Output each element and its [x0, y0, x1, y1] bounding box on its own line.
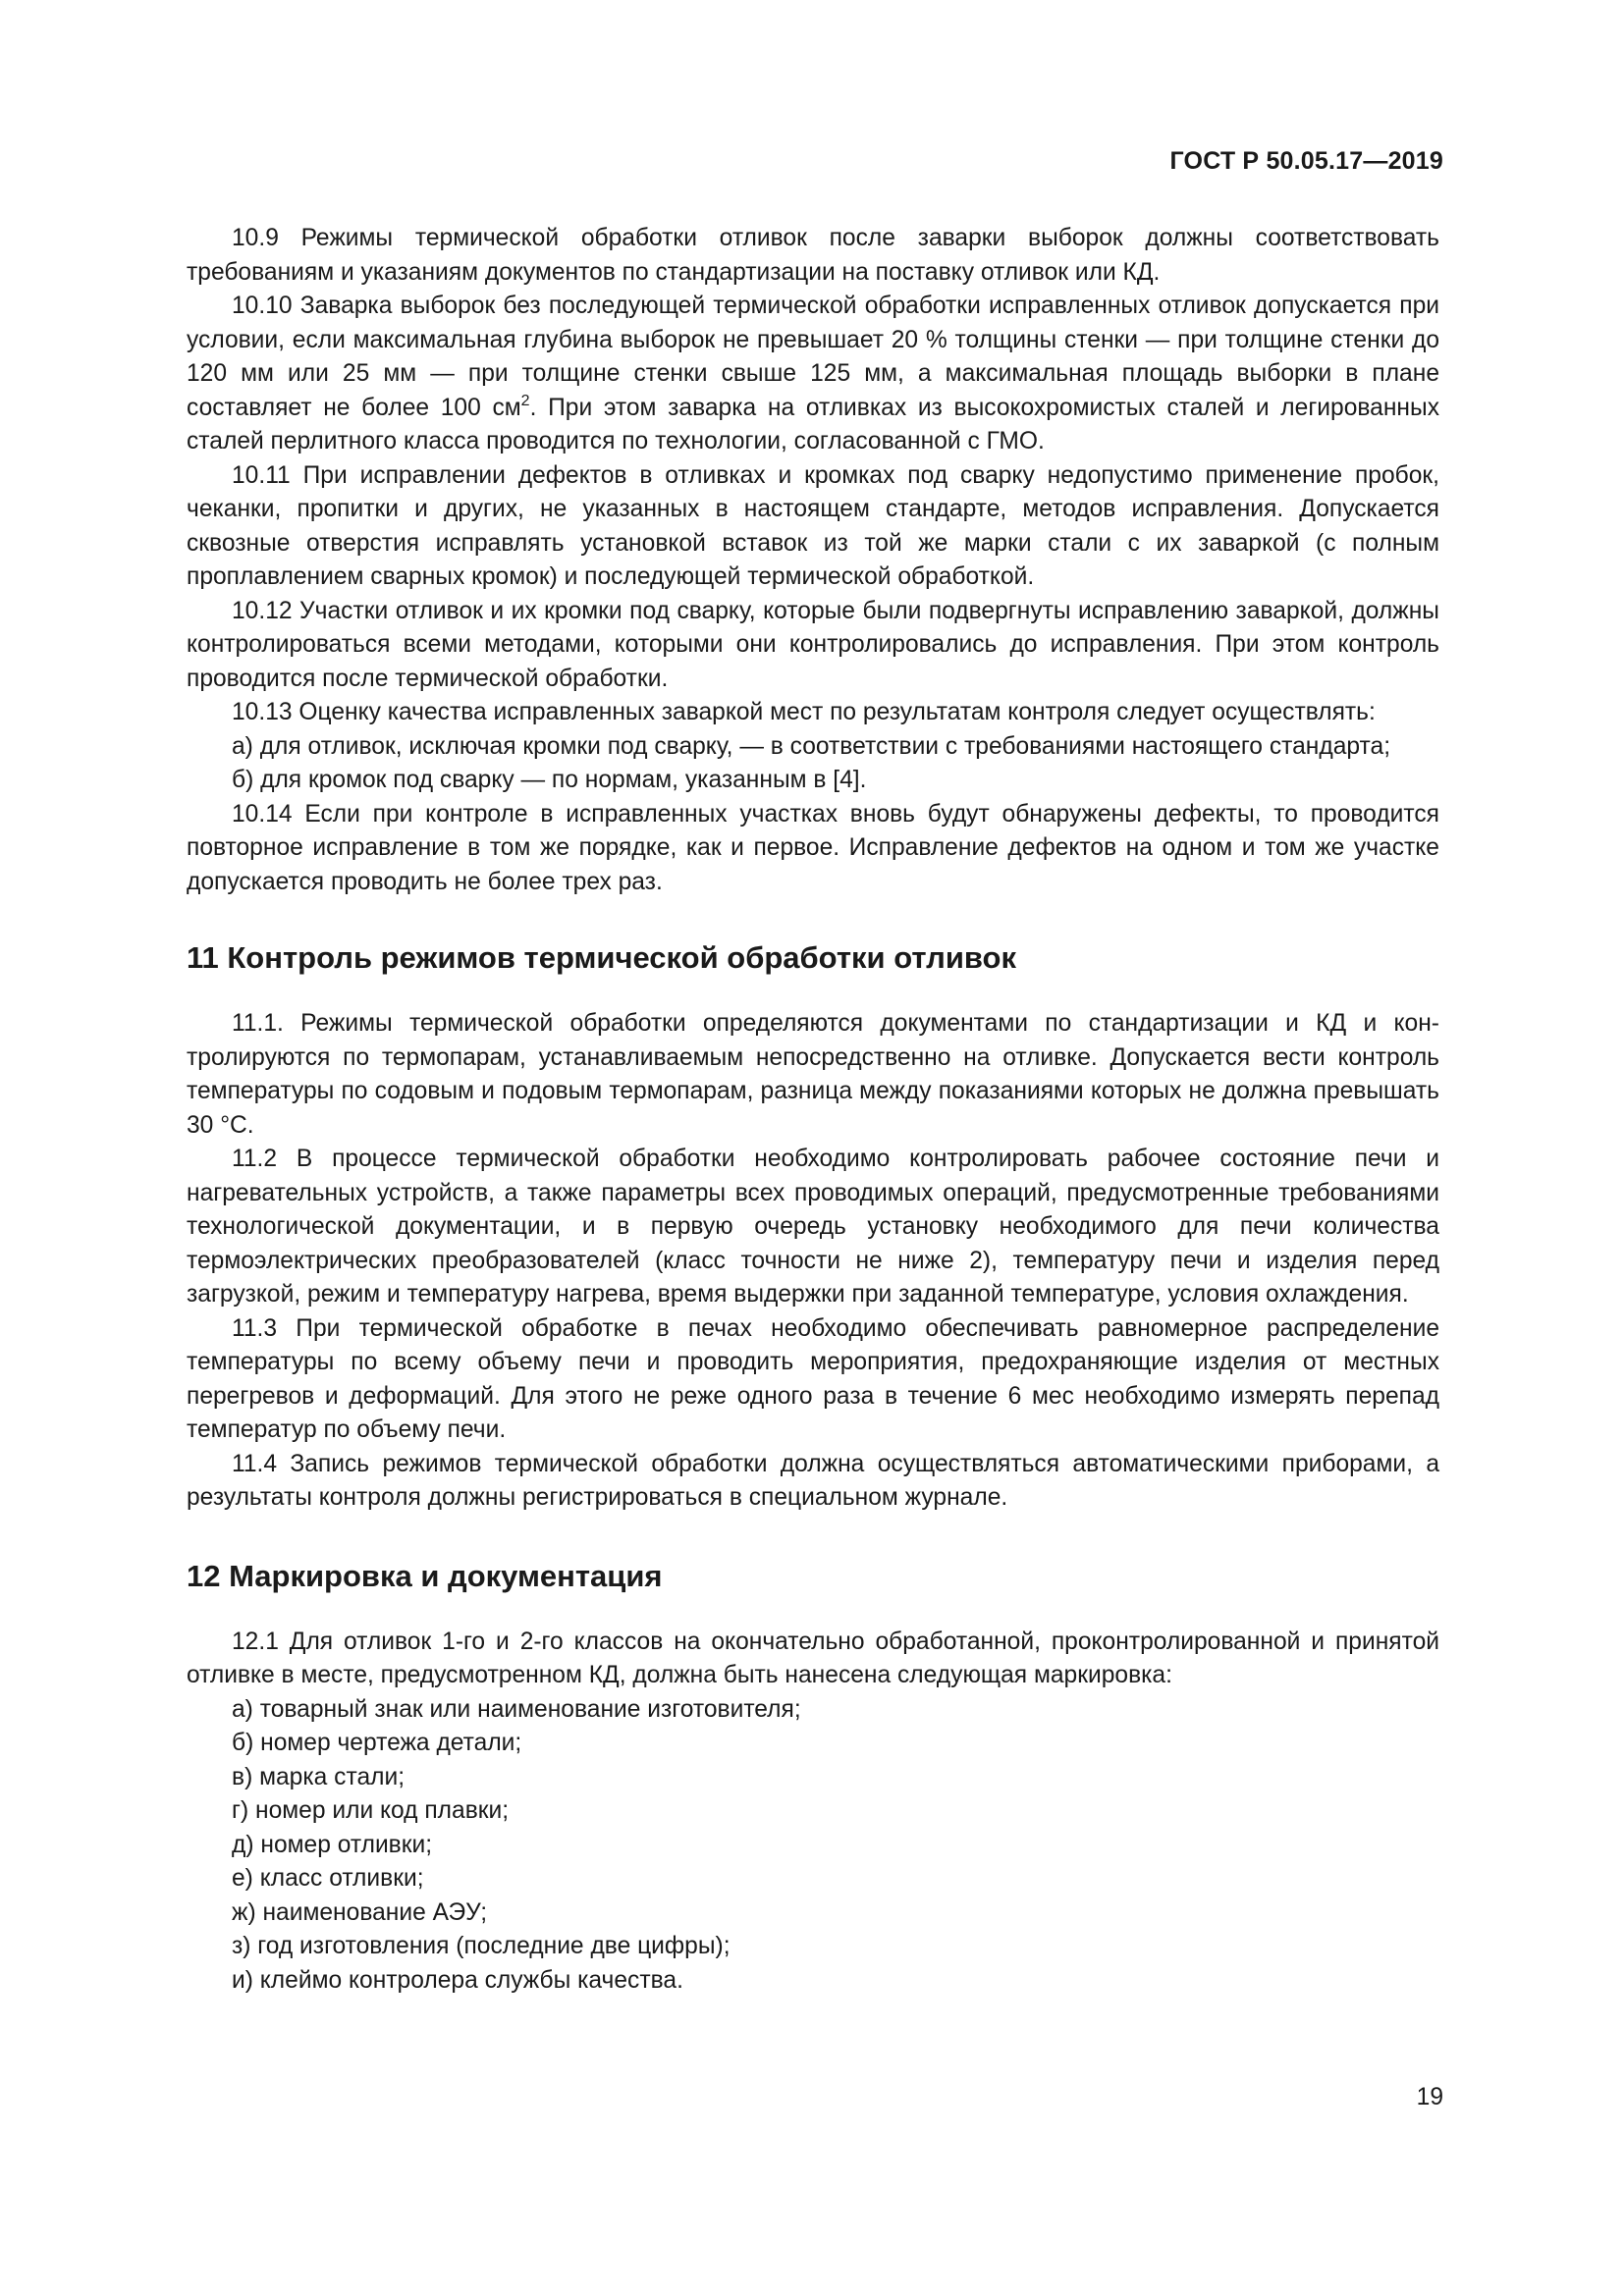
list-item: д) номер отливки; — [232, 1831, 433, 1858]
list-item: а) товарный знак или наименование изготовителя; — [232, 1695, 801, 1723]
paragraph-11-2: 11.2 В процессе термической обработки необходимо контролировать рабочее состояние печи и нагревательных устройств, а также параметры всех проводимых операций, предусмотренные требованиями технологической документации, и в первую очередь установку необходимого для печи количества термоэлектрических преобразователей (класс точности не ниже 2), температуру печи и изделия перед загрузкой, режим и температуру нагрева, время выдержки при заданной температуре, условия охлаждения. — [187, 1146, 1439, 1308]
list-item: б) номер чертежа детали; — [232, 1730, 522, 1756]
paragraph-10-13: 10.13 Оценку качества исправленных заваркой мест по результатам контроля следует осуществлять: — [232, 699, 1376, 725]
page-number: 19 — [1416, 2084, 1443, 2110]
paragraph-10-10 — [187, 290, 1439, 459]
document-header: ГОСТ Р 50.05.17—2019 — [1169, 147, 1443, 175]
paragraph-10-13-a: а) для отливок, исключая кромки под сварку, — в соответствии с требованиями настоящего стандарта; — [232, 732, 1391, 760]
paragraph-10-9: 10.9 Режимы термической обработки отливок после заварки выборок должны соответствовать требованиям и указаниям документов по стандартизации на поставку отливок или КД. — [187, 225, 1439, 286]
paragraph-11-3: 11.3 При термической обработке в печах необходимо обеспечивать равномерное распределение температуры по всему объему печи и проводить мероприятия, предохраняющие изделия от местных перегревов и деформаций. Для этого не реже одного раза в течение 6 мес необходимо измерять перепад температур по объему печи. — [187, 1314, 1439, 1443]
list-item: в) марка стали; — [232, 1763, 406, 1790]
paragraph-10-12: 10.12 Участки отливок и их кромки под сварку, которые были подвергнуты исправлению заваркой, должны контролироваться всеми методами, которыми они контролировались до исправления. При этом контроль проводится после термической обработки. — [187, 597, 1439, 692]
list-item: и) клеймо контролера службы качества. — [232, 1966, 683, 1994]
marking-list — [187, 1693, 1439, 1999]
list-item: е) класс отливки; — [232, 1865, 424, 1892]
paragraph-10-13-b: б) для кромок под сварку — по нормам, указанным в [4]. — [232, 767, 867, 793]
paragraph-11-1: 11.1. Режимы термической обработки определяются документами по стандартизации и КД и контролируются по термопарам, устанавливаемым непосредственно на отливке. Допускается вести контроль температуры по содовым и подовым термопарам, разница между показаниями которых не должна превышать 30 °С. — [187, 1010, 1439, 1139]
paragraph-12-1: 12.1 Для отливок 1-го и 2-го классов на окончательно обработанной, проконтролированной и принятой отливке в месте, предусмотренном КД, должна быть нанесена следующая маркировка: — [187, 1628, 1439, 1688]
section-12-heading: 12 Маркировка и документация — [187, 1558, 663, 1593]
section-11-heading: 11 Контроль режимов термической обработки отливок — [187, 940, 1016, 975]
page-content — [187, 222, 1439, 1998]
list-item: ж) наименование АЭУ; — [232, 1898, 488, 1926]
paragraph-10-10-text-b: . При этом заварка на отливках из высокохромистых сталей и легированных сталей перлитного класса проводится по технологии, согласованной с ГМО. — [187, 394, 1439, 454]
paragraph-11-4: 11.4 Запись режимов термической обработки должна осуществляться автоматическими приборами, а результаты контроля должны регистрироваться в специальном журнале. — [187, 1450, 1439, 1511]
list-item: г) номер или код плавки; — [232, 1797, 510, 1824]
paragraph-10-11: 10.11 При исправлении дефектов в отливках и кромках под сварку недопустимо применение пробок, чеканки, пропитки и других, не указанных в настоящем стандарте, методов исправления. Допускается сквозные отверстия исправлять установкой вставок из той же марки стали с их заваркой (с полным проплавлением сварных кромок) и последующей термической обработкой. — [187, 461, 1439, 590]
list-item: з) год изготовления (последние две цифры); — [232, 1933, 731, 1959]
paragraph-10-14: 10.14 Если при контроле в исправленных участках вновь будут обнаружены дефекты, то проводится повторное исправление в том же порядке, как и первое. Исправление дефектов на одном и том же участке допускается проводить не более трех раз. — [187, 800, 1439, 895]
paragraph-10-10-text-a: 10.10 Заварка выборок без последующей термической обработки исправленных отливок допускается при условии, если максимальная глубина выборок не превышает 20 % толщины стенки — при толщине стенки до 120 мм или 25 мм — при толщине стенки свыше 125 мм, а максимальная площадь выборки в плане составляет не более 100 см — [187, 293, 1439, 421]
superscript-2: 2 — [520, 392, 530, 409]
